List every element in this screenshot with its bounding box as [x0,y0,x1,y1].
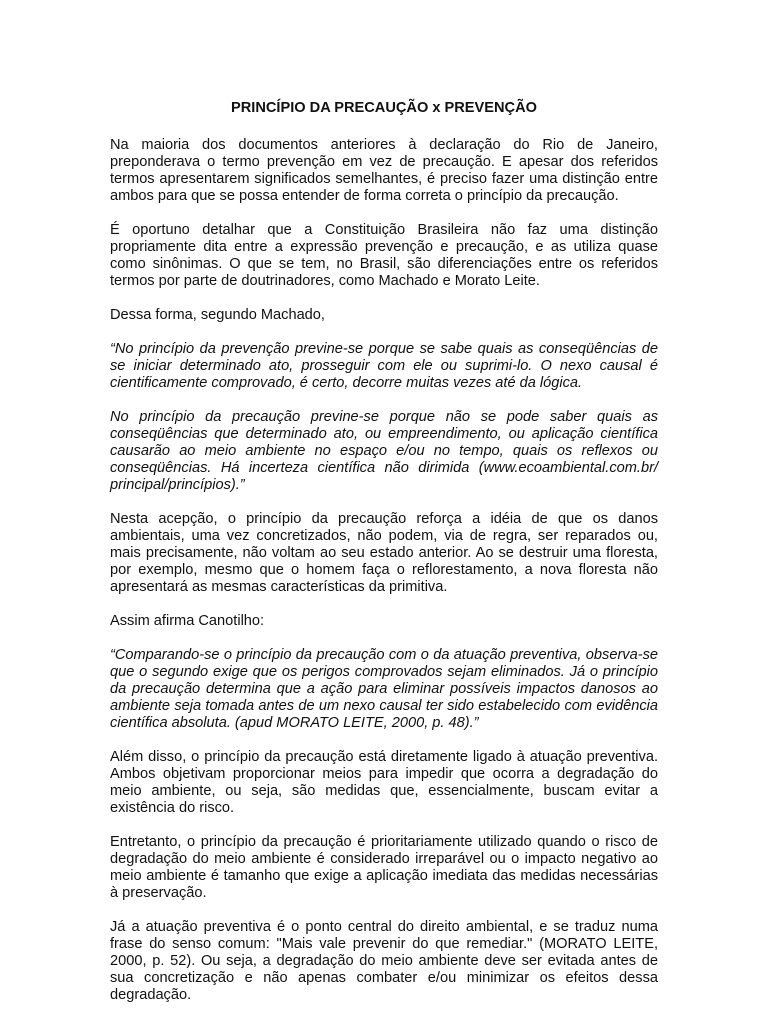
quote-prevencao: “No princípio da prevenção previne-se porque se sabe quais as conseqüências de se iniciar determinado ato, prosseguir com ele ou suprimi-lo. O nexo causal é cientificamente comprovado, é certo, decorre muitas vezes até da lógica. [110,341,658,391]
paragraph-canotilho-intro: Assim afirma Canotilho: [110,613,265,629]
document-page [110,94,658,1021]
paragraph-intro: Na maioria dos documentos anteriores à declaração do Rio de Janeiro, preponderava o termo prevenção em vez de precaução. E apesar dos referidos termos apresentarem significados semelhantes, é preciso fazer uma distinção entre ambos para que se possa entender de forma correta o princípio da precaução. [110,137,658,204]
paragraph-acepcao: Nesta acepção, o princípio da precaução reforça a idéia de que os danos ambientais, uma vez concretizados, não podem, via de regra, ser reparados ou, mais precisamente, não voltam ao seu estado anterior. Ao se destruir uma floresta, por exemplo, mesmo que o homem faça o reflorestamento, a nova floresta não apresentará as mesmas características da primitiva. [110,511,658,595]
quote-canotilho: “Comparando-se o princípio da precaução com o da atuação preventiva, observa-se que o segundo exige que os perigos comprovados sejam eliminados. Já o princípio da precaução determina que a ação para eliminar possíveis impactos danosos ao ambiente seja tomada antes de um nexo causal ter sido estabelecido com evidência científica absoluta. (apud MORATO LEITE, 2000, p. 48).” [110,647,658,731]
quote-precaucao: No princípio da precaução previne-se porque não se pode saber quais as conseqüências que determinado ato, ou empreendimento, ou aplicação científica causarão ao meio ambiente no espaço e/ou no tempo, quais os reflexos ou conseqüências. Há incerteza científica não dirimida (www.ecoambiental.com.br/ principal/princípios).” [110,409,658,493]
paragraph-constitution: É oportuno detalhar que a Constituição Brasileira não faz uma distinção propriamente dita entre a expressão prevenção e precaução, e as utiliza quase como sinônimas. O que se tem, no Brasil, são diferenciações entre os referidos termos por parte de doutrinadores, como Machado e Morato Leite. [110,222,658,289]
document-title: PRINCÍPIO DA PRECAUÇÃO x PREVENÇÃO [231,100,537,116]
paragraph-alem-disso: Além disso, o princípio da precaução está diretamente ligado à atuação preventiva. Ambos objetivam proporcionar meios para impedir que ocorra a degradação do meio ambiente, ou seja, são medidas que, essencialmente, buscam evitar a existência do risco. [110,749,658,816]
paragraph-entretanto: Entretanto, o princípio da precaução é prioritariamente utilizado quando o risco de degradação do meio ambiente é considerado irreparável ou o impacto negativo ao meio ambiente é tamanho que exige a aplicação imediata das medidas necessárias à preservação. [110,834,658,901]
paragraph-machado-intro: Dessa forma, segundo Machado, [110,307,325,323]
paragraph-atuacao-preventiva: Já a atuação preventiva é o ponto central do direito ambiental, e se traduz numa frase do senso comum: "Mais vale prevenir do que remediar." (MORATO LEITE, 2000, p. 52). Ou seja, a degradação do meio ambiente deve ser evitada antes de sua concretização e não apenas combater e/ou minimizar os efeitos dessa degradação. [110,919,658,1003]
